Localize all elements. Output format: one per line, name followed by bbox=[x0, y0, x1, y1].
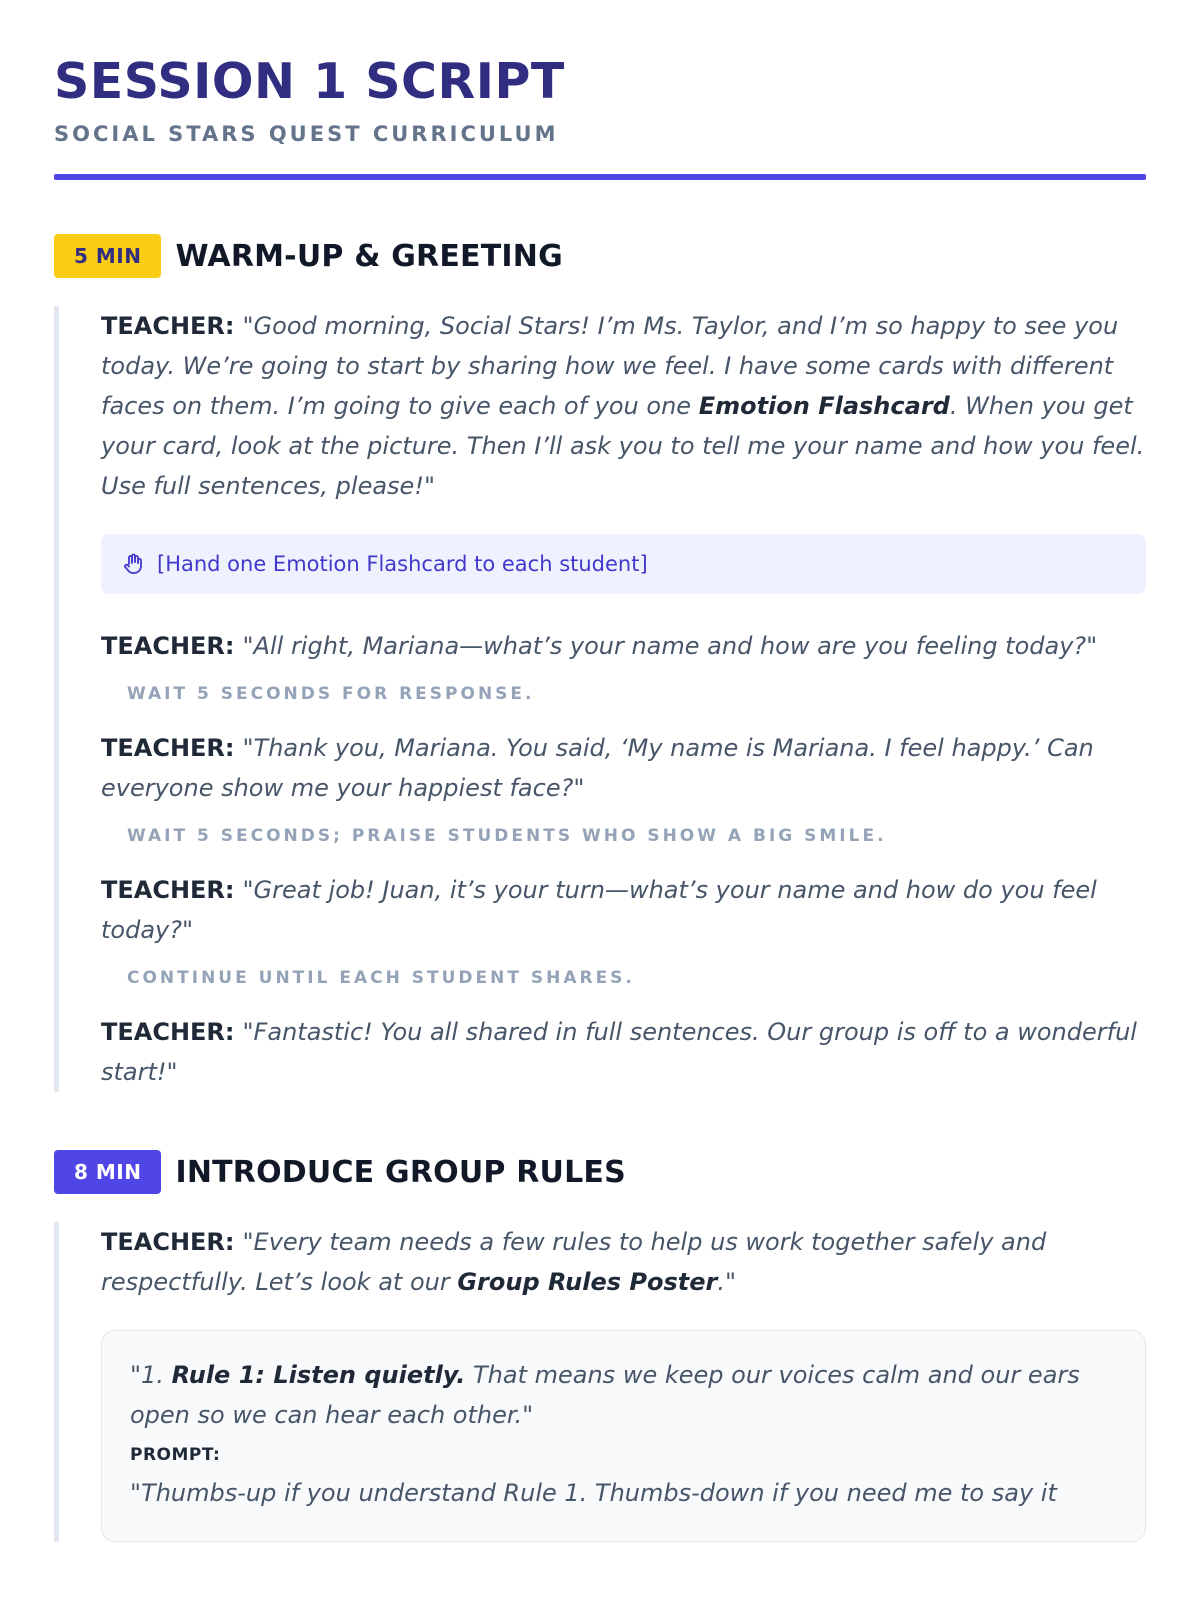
title-divider bbox=[54, 174, 1146, 180]
section-body bbox=[54, 1222, 1146, 1542]
rule-card bbox=[101, 1330, 1146, 1542]
time-badge: 8 MIN bbox=[54, 1150, 161, 1194]
dialogue-text: "Good morning, Social Stars! I’m Ms. Taylor, and I’m so happy to see you today. We’re going to start by sharing how we feel. I have some cards with different faces on them. I’m going to give each of you one Emotion Flashcard. When you get your card, look at the picture. Then I’ll ask you to tell me your name and how you feel. Use full sentences, please!" bbox=[101, 312, 1145, 501]
dialogue-text: "All right, Mariana—what’s your name and how are you feeling today?" bbox=[242, 632, 1098, 661]
section-title: INTRODUCE GROUP RULES bbox=[175, 1154, 626, 1190]
dialogue-text: "Every team needs a few rules to help us work together safely and respectfully. Let’s look at our Group Rules Poster." bbox=[101, 1228, 1047, 1297]
teacher-line bbox=[101, 1012, 1146, 1092]
stage-direction: WAIT 5 SECONDS; PRAISE STUDENTS WHO SHOW A BIG SMILE. bbox=[127, 826, 887, 847]
action-callout bbox=[101, 534, 1146, 594]
page-header bbox=[54, 54, 1146, 180]
dialogue-text: "Fantastic! You all shared in full sentences. Our group is off to a wonderful start!" bbox=[101, 1018, 1137, 1087]
teacher-line bbox=[101, 870, 1146, 950]
teacher-line bbox=[101, 728, 1146, 808]
prompt-text: "Thumbs-up if you understand Rule 1. Thumbs-down if you need me to say it bbox=[130, 1479, 1057, 1508]
section-body bbox=[54, 306, 1146, 1092]
speaker-label: TEACHER: bbox=[101, 1228, 235, 1257]
section-warm-up bbox=[54, 234, 1146, 1092]
section-header bbox=[54, 1150, 1146, 1194]
stage-direction: WAIT 5 SECONDS FOR RESPONSE. bbox=[127, 684, 535, 705]
section-header bbox=[54, 234, 1146, 278]
emphasis: Group Rules Poster bbox=[457, 1268, 718, 1297]
rule-name: Rule 1: Listen quietly. bbox=[171, 1361, 466, 1390]
speaker-label: TEACHER: bbox=[101, 876, 235, 905]
prompt-label: PROMPT: bbox=[130, 1445, 221, 1466]
teacher-line bbox=[101, 306, 1146, 506]
teacher-line bbox=[101, 1222, 1146, 1302]
emphasis: Emotion Flashcard bbox=[698, 392, 950, 421]
dialogue-text: "Thank you, Mariana. You said, ‘My name is Mariana. I feel happy.’ Can everyone show me your happiest face?" bbox=[101, 734, 1094, 803]
page-subtitle: SOCIAL STARS QUEST CURRICULUM bbox=[54, 122, 559, 147]
teacher-line bbox=[101, 626, 1146, 666]
stage-direction: CONTINUE UNTIL EACH STUDENT SHARES. bbox=[127, 968, 635, 989]
action-text: [Hand one Emotion Flashcard to each student] bbox=[157, 552, 648, 577]
section-group-rules bbox=[54, 1150, 1146, 1542]
speaker-label: TEACHER: bbox=[101, 1018, 235, 1047]
hand-icon bbox=[121, 552, 145, 576]
section-title: WARM-UP & GREETING bbox=[175, 238, 563, 274]
speaker-label: TEACHER: bbox=[101, 312, 235, 341]
rule-text: "1. Rule 1: Listen quietly. That means we keep our voices calm and our ears open so we can hear each other." bbox=[130, 1361, 1080, 1430]
dialogue-text: "Great job! Juan, it’s your turn—what’s your name and how do you feel today?" bbox=[101, 876, 1097, 945]
time-badge: 5 MIN bbox=[54, 234, 161, 278]
speaker-label: TEACHER: bbox=[101, 632, 235, 661]
page-title: SESSION 1 SCRIPT bbox=[54, 53, 565, 110]
speaker-label: TEACHER: bbox=[101, 734, 235, 763]
